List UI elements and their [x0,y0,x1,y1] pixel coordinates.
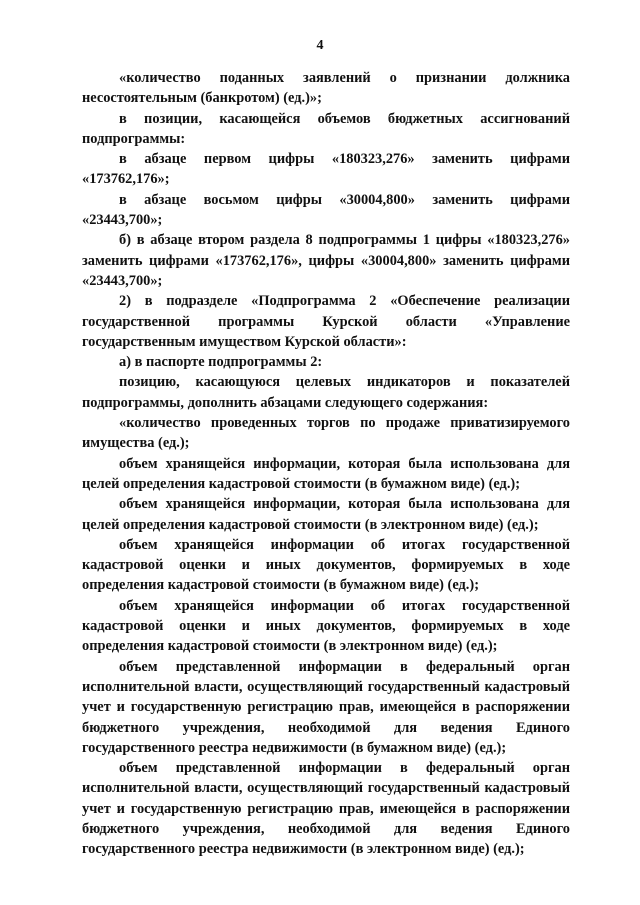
paragraph-stored-info-electronic: объем хранящейся информации, которая была использована для целей определения кадастровой стоимости (в электронном виде) (ед.); [82,496,570,533]
paragraph-target-indicators: позицию, касающуюся целевых индикаторов и показателей подпрограммы, дополнить абзацами следующего содержания: [82,374,570,411]
paragraph-auctions-count: «количество проведенных торгов по продаже приватизируемого имущества (ед.); [82,415,570,452]
paragraph-bankruptcy-indicator: «количество поданных заявлений о признании должника несостоятельным (банкротом) (ед.)»; [82,70,570,107]
paragraph-first-figure-change: в абзаце первом цифры «180323,276» заменить цифрами «173762,176»; [82,151,570,188]
document-body [82,68,570,860]
paragraph-valuation-results-paper: объем хранящейся информации об итогах государственной кадастровой оценки и иных документов, формируемых в ходе определения кадастровой стоимости (в бумажном виде) (ед.); [82,536,570,594]
page-number: 4 [316,38,324,53]
paragraph-registry-info-paper: объем представленной информации в федеральный орган исполнительной власти, осуществляющий государственный кадастровый учет и государственную регистрацию прав, имеющейся в распоряжении бюджетного учреждения, необходимой для ведения Единого государственного реестра недвижимости (в бумажном виде) (ед.); [82,658,570,756]
paragraph-valuation-results-electronic: объем хранящейся информации об итогах государственной кадастровой оценки и иных документов, формируемых в ходе определения кадастровой стоимости (в электронном виде) (ед.); [82,597,570,655]
paragraph-subprogram-2: 2) в подразделе «Подпрограмма 2 «Обеспечение реализации государственной программы Курской области «Управление государственным имуществом Курской области»: [82,293,570,350]
paragraph-budget-allocations: в позиции, касающейся объемов бюджетных ассигнований подпрограммы: [82,110,570,147]
paragraph-passport-subprogram-2: а) в паспорте подпрограммы 2: [119,354,323,371]
paragraph-eighth-figure-change: в абзаце восьмом цифры «30004,800» заменить цифрами «23443,700»; [82,191,570,229]
paragraph-registry-info-electronic: объем представленной информации в федеральный орган исполнительной власти, осуществляющий государственный кадастровый учет и государственную регистрацию прав, имеющейся в распоряжении бюджетного учреждения, необходимой для ведения Единого государственного реестра недвижимости (в электронном виде) (ед.); [82,760,570,858]
paragraph-stored-info-paper: объем хранящейся информации, которая была использована для целей определения кадастровой стоимости (в бумажном виде) (ед.); [82,455,570,492]
paragraph-section-8-change: б) в абзаце втором раздела 8 подпрограммы 1 цифры «180323,276» заменить цифрами «173762,176», цифры «30004,800» заменить цифрами «23443,700»; [82,232,570,289]
